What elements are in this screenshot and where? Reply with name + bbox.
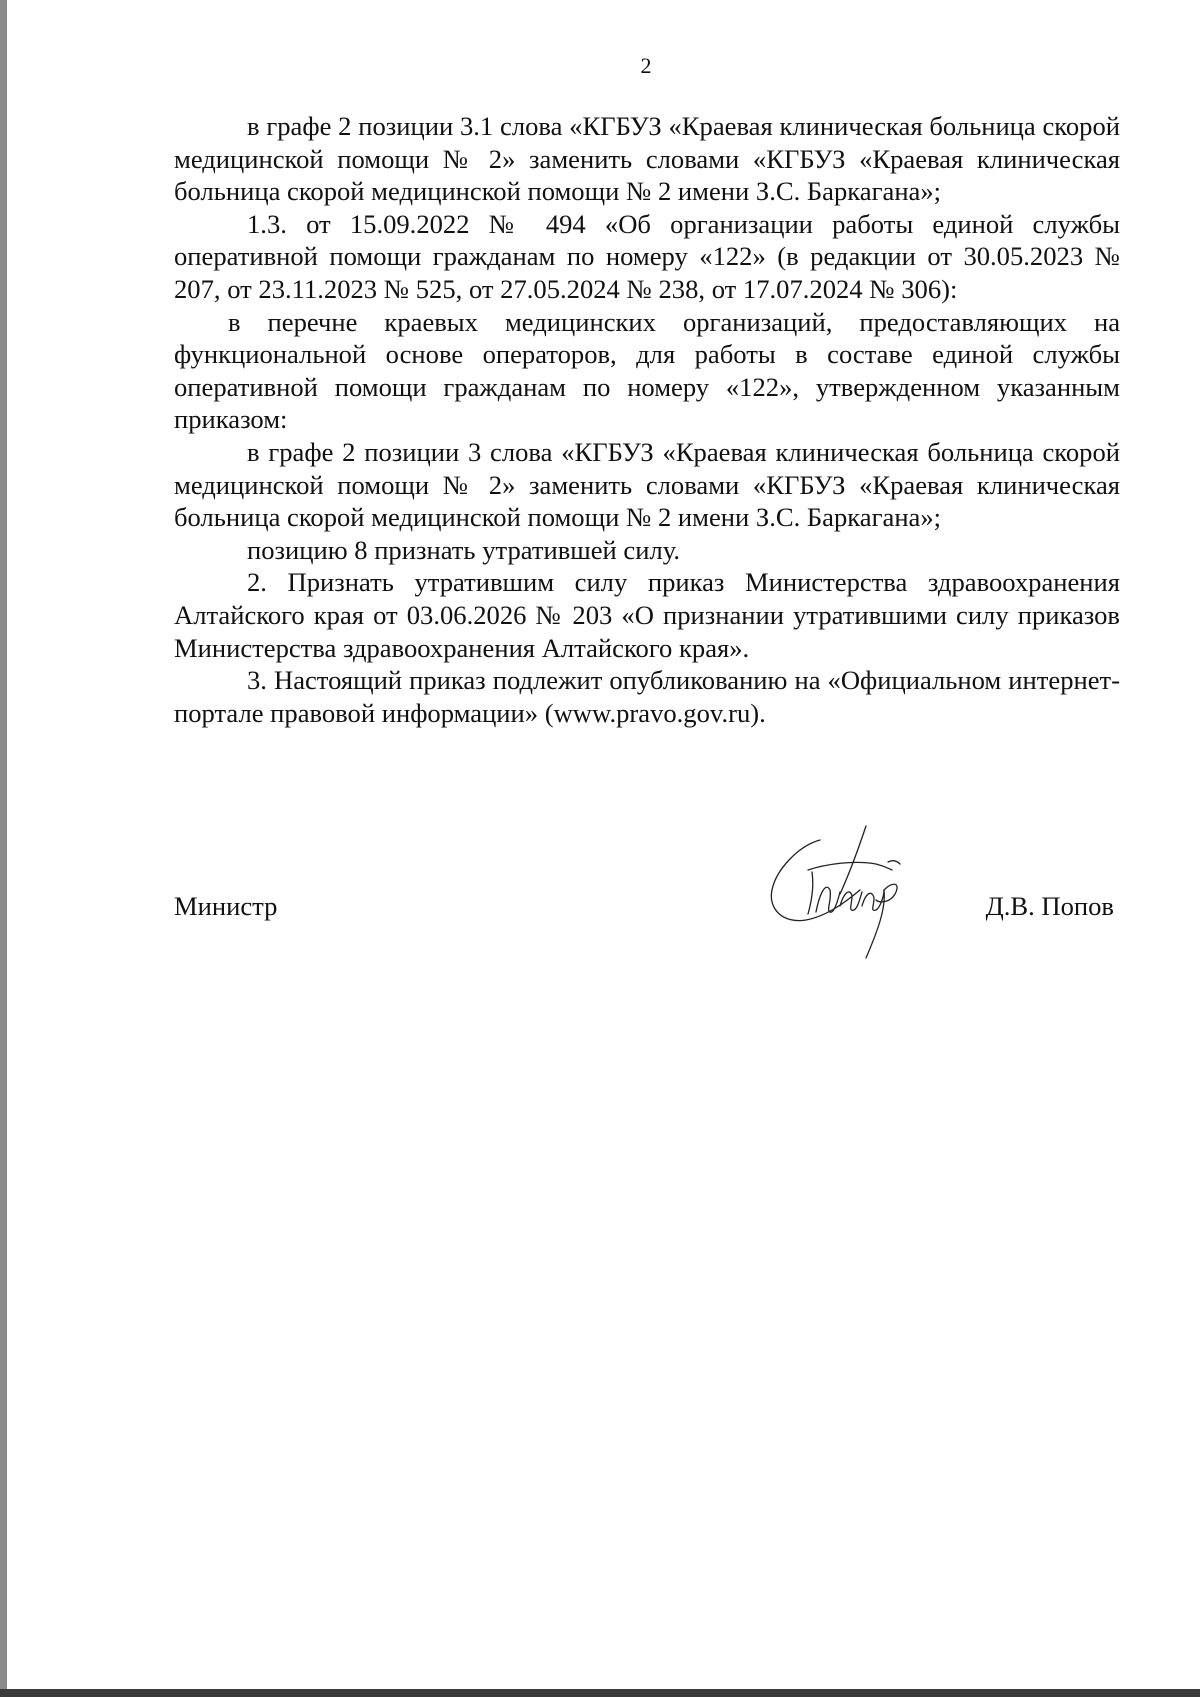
paragraph-graph-replacement-3: в графе 2 позиции 3 слова «КГБУЗ «Краевая клиническая больница скорой медицинской помощи № 2» заменить словами «КГБУЗ «Краевая клиническая больница скорой медицинской помощи № 2 имени З.С. Баркагана»;	[174, 436, 1120, 533]
signer-title: Министр	[174, 891, 278, 921]
page-number: 2	[640, 53, 652, 78]
paragraph-list-of-organizations: в перечне краевых медицинских организаций, предоставляющих на функциональной основе операторов, для работы в составе единой службы оперативной помощи гражданам по номеру «122», утвержденном указанным приказом:	[174, 306, 1120, 435]
scan-edge-left	[0, 0, 7, 1697]
signature-block	[174, 890, 1120, 930]
paragraph-order-1-3: 1.3. от 15.09.2022 № 494 «Об организации работы единой службы оперативной помощи гражданам по номеру «122» (в редакции от 30.05.2023 № 207, от 23.11.2023 № 525, от 27.05.2024 № 238, от 17.07.2024 № 306):	[174, 208, 1120, 304]
paragraph-item-3: 3. Настоящий приказ подлежит опубликованию на «Официальном интернет-портале правовой информации» (www.pravo.gov.ru).	[174, 665, 1120, 728]
handwritten-signature	[768, 820, 918, 970]
signer-name: Д.В. Попов	[985, 891, 1114, 921]
paragraph-position-8: позицию 8 признать утратившей силу.	[247, 534, 681, 565]
document-body	[174, 110, 1120, 729]
scan-edge-bottom	[0, 1689, 1200, 1697]
paragraph-item-2: 2. Признать утратившим силу приказ Министерства здравоохранения Алтайского края от 03.06.2026 № 203 «О признании утратившими силу приказов Министерства здравоохранения Алтайского края».	[174, 567, 1120, 663]
paragraph-graph-replacement-3-1: в графе 2 позиции 3.1 слова «КГБУЗ «Краевая клиническая больница скорой медицинской помощи № 2» заменить словами «КГБУЗ «Краевая клиническая больница скорой медицинской помощи № 2 имени З.С. Баркагана»;	[174, 111, 1120, 207]
